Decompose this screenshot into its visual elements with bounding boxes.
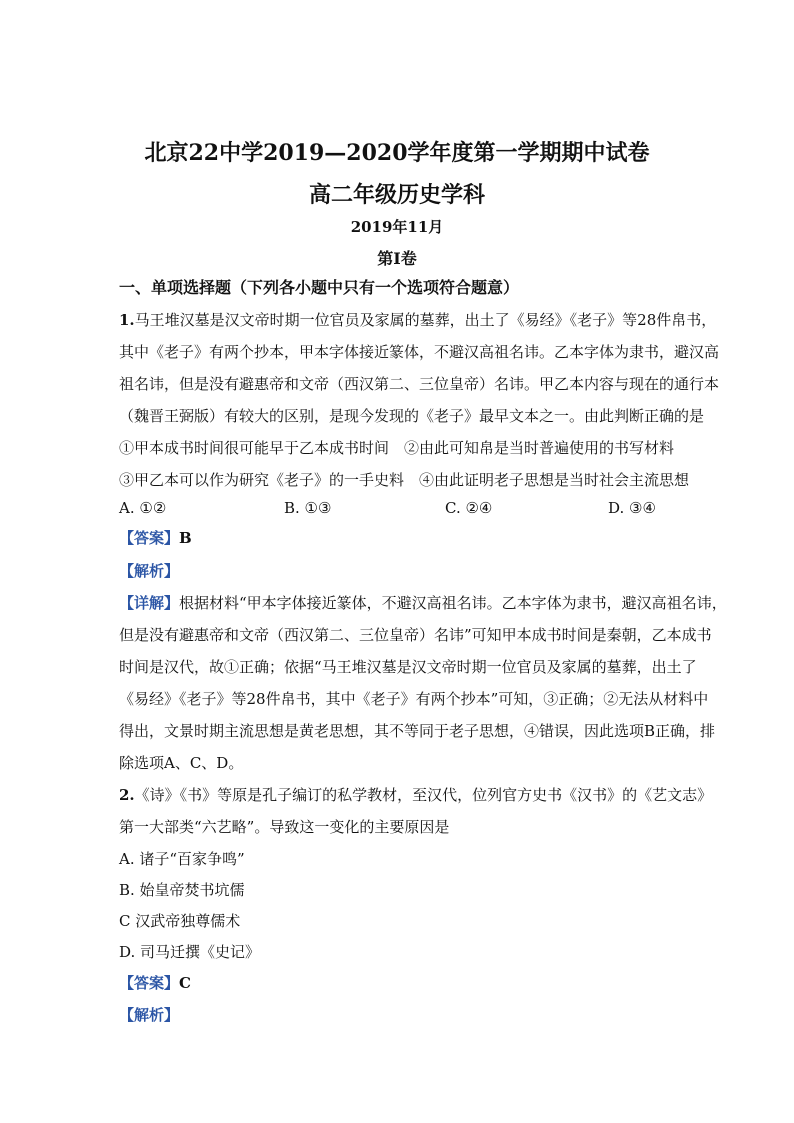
- answer-value: B: [179, 529, 192, 547]
- answer-label: 【答案】: [119, 529, 180, 547]
- q1-detail-line: [119, 592, 727, 614]
- answer-value: C: [179, 974, 191, 992]
- exam-subtitle: 高二年级历史学科: [308, 182, 485, 208]
- q2-analysis-label: 【解析】: [119, 1006, 180, 1024]
- q1-line: （魏晋王弼版）有较大的区别，是现今发现的《老子》最早文本之一。由此判断正确的是: [119, 407, 705, 425]
- q1-detail-line: 《易经》《老子》等28件帛书，其中《老子》有两个抄本”可知，③正确；②无法从材料中: [119, 690, 709, 708]
- detail-label: 【详解】: [119, 594, 180, 612]
- q2-stem-text: 《诗》《书》等原是孔子编订的私学教材，至汉代，位列官方史书《汉书》的《艺文志》: [134, 786, 713, 804]
- q1-line: 祖名讳，但是没有避惠帝和文帝（西汉第二、三位皇帝）名讳。甲乙本内容与现在的通行本: [119, 375, 720, 393]
- q1-option-a: A. ①②: [119, 499, 167, 517]
- q1-statement: ③甲乙本可以作为研究《老子》的一手史料 ④由此证明老子思想是当时社会主流思想: [119, 471, 690, 489]
- q1-analysis-label: 【解析】: [119, 562, 180, 580]
- answer-label: 【答案】: [119, 974, 180, 992]
- section-heading: 一、单项选择题（下列各小题中只有一个选项符合题意）: [119, 278, 520, 297]
- q1-detail-line: 得出，文景时期主流思想是黄老思想，其不等同于老子思想，④错误，因此选项B正确，排: [119, 722, 716, 740]
- q1-statement: ①甲本成书时间很可能早于乙本成书时间 ②由此可知帛是当时普遍使用的书写材料: [119, 439, 675, 457]
- q1-answer: [119, 527, 192, 549]
- q2-option-a: A. 诸子“百家争鸣”: [119, 850, 245, 868]
- q1-detail-line: 时间是汉代，故①正确；依据“马王堆汉墓是汉文帝时期一位官员及家属的墓葬，出土了: [119, 658, 697, 676]
- q1-stem-text: 马王堆汉墓是汉文帝时期一位官员及家属的墓葬，出土了《易经》《老子》等28件帛书，: [134, 311, 717, 329]
- q2-option-d: D. 司马迁撰《史记》: [119, 943, 261, 961]
- q1-option-d: D. ③④: [608, 499, 656, 517]
- q1-option-c: C. ②④: [445, 499, 493, 517]
- q2-answer: [119, 972, 191, 994]
- q2-line: 第一大部类“六艺略”。导致这一变化的主要原因是: [119, 818, 450, 836]
- q2-option-b: B. 始皇帝焚书坑儒: [119, 881, 245, 899]
- q1-detail-line: 除选项A、C、D。: [119, 754, 244, 772]
- q2-option-c: C 汉武帝独尊儒术: [119, 912, 241, 930]
- exam-date: 2019年11月: [350, 218, 444, 236]
- q1-line: [119, 309, 717, 331]
- q1-line: 其中《老子》有两个抄本，甲本字体接近篆体，不避汉高祖名讳。乙本字体为隶书，避汉高: [119, 343, 720, 361]
- q2-number: 2.: [119, 786, 135, 804]
- detail-text: 根据材料“甲本字体接近篆体，不避汉高祖名讳。乙本字体为隶书，避汉高祖名讳，: [179, 594, 727, 612]
- q2-line: [119, 784, 713, 806]
- volume-label: 第I卷: [377, 249, 417, 268]
- q1-number: 1.: [119, 311, 135, 329]
- exam-title: 北京22中学2019—2020学年度第一学期期中试卷: [144, 140, 650, 166]
- q1-detail-line: 但是没有避惠帝和文帝（西汉第二、三位皇帝）名讳”可知甲本成书时间是秦朝，乙本成书: [119, 626, 712, 644]
- q1-option-b: B. ①③: [284, 499, 332, 517]
